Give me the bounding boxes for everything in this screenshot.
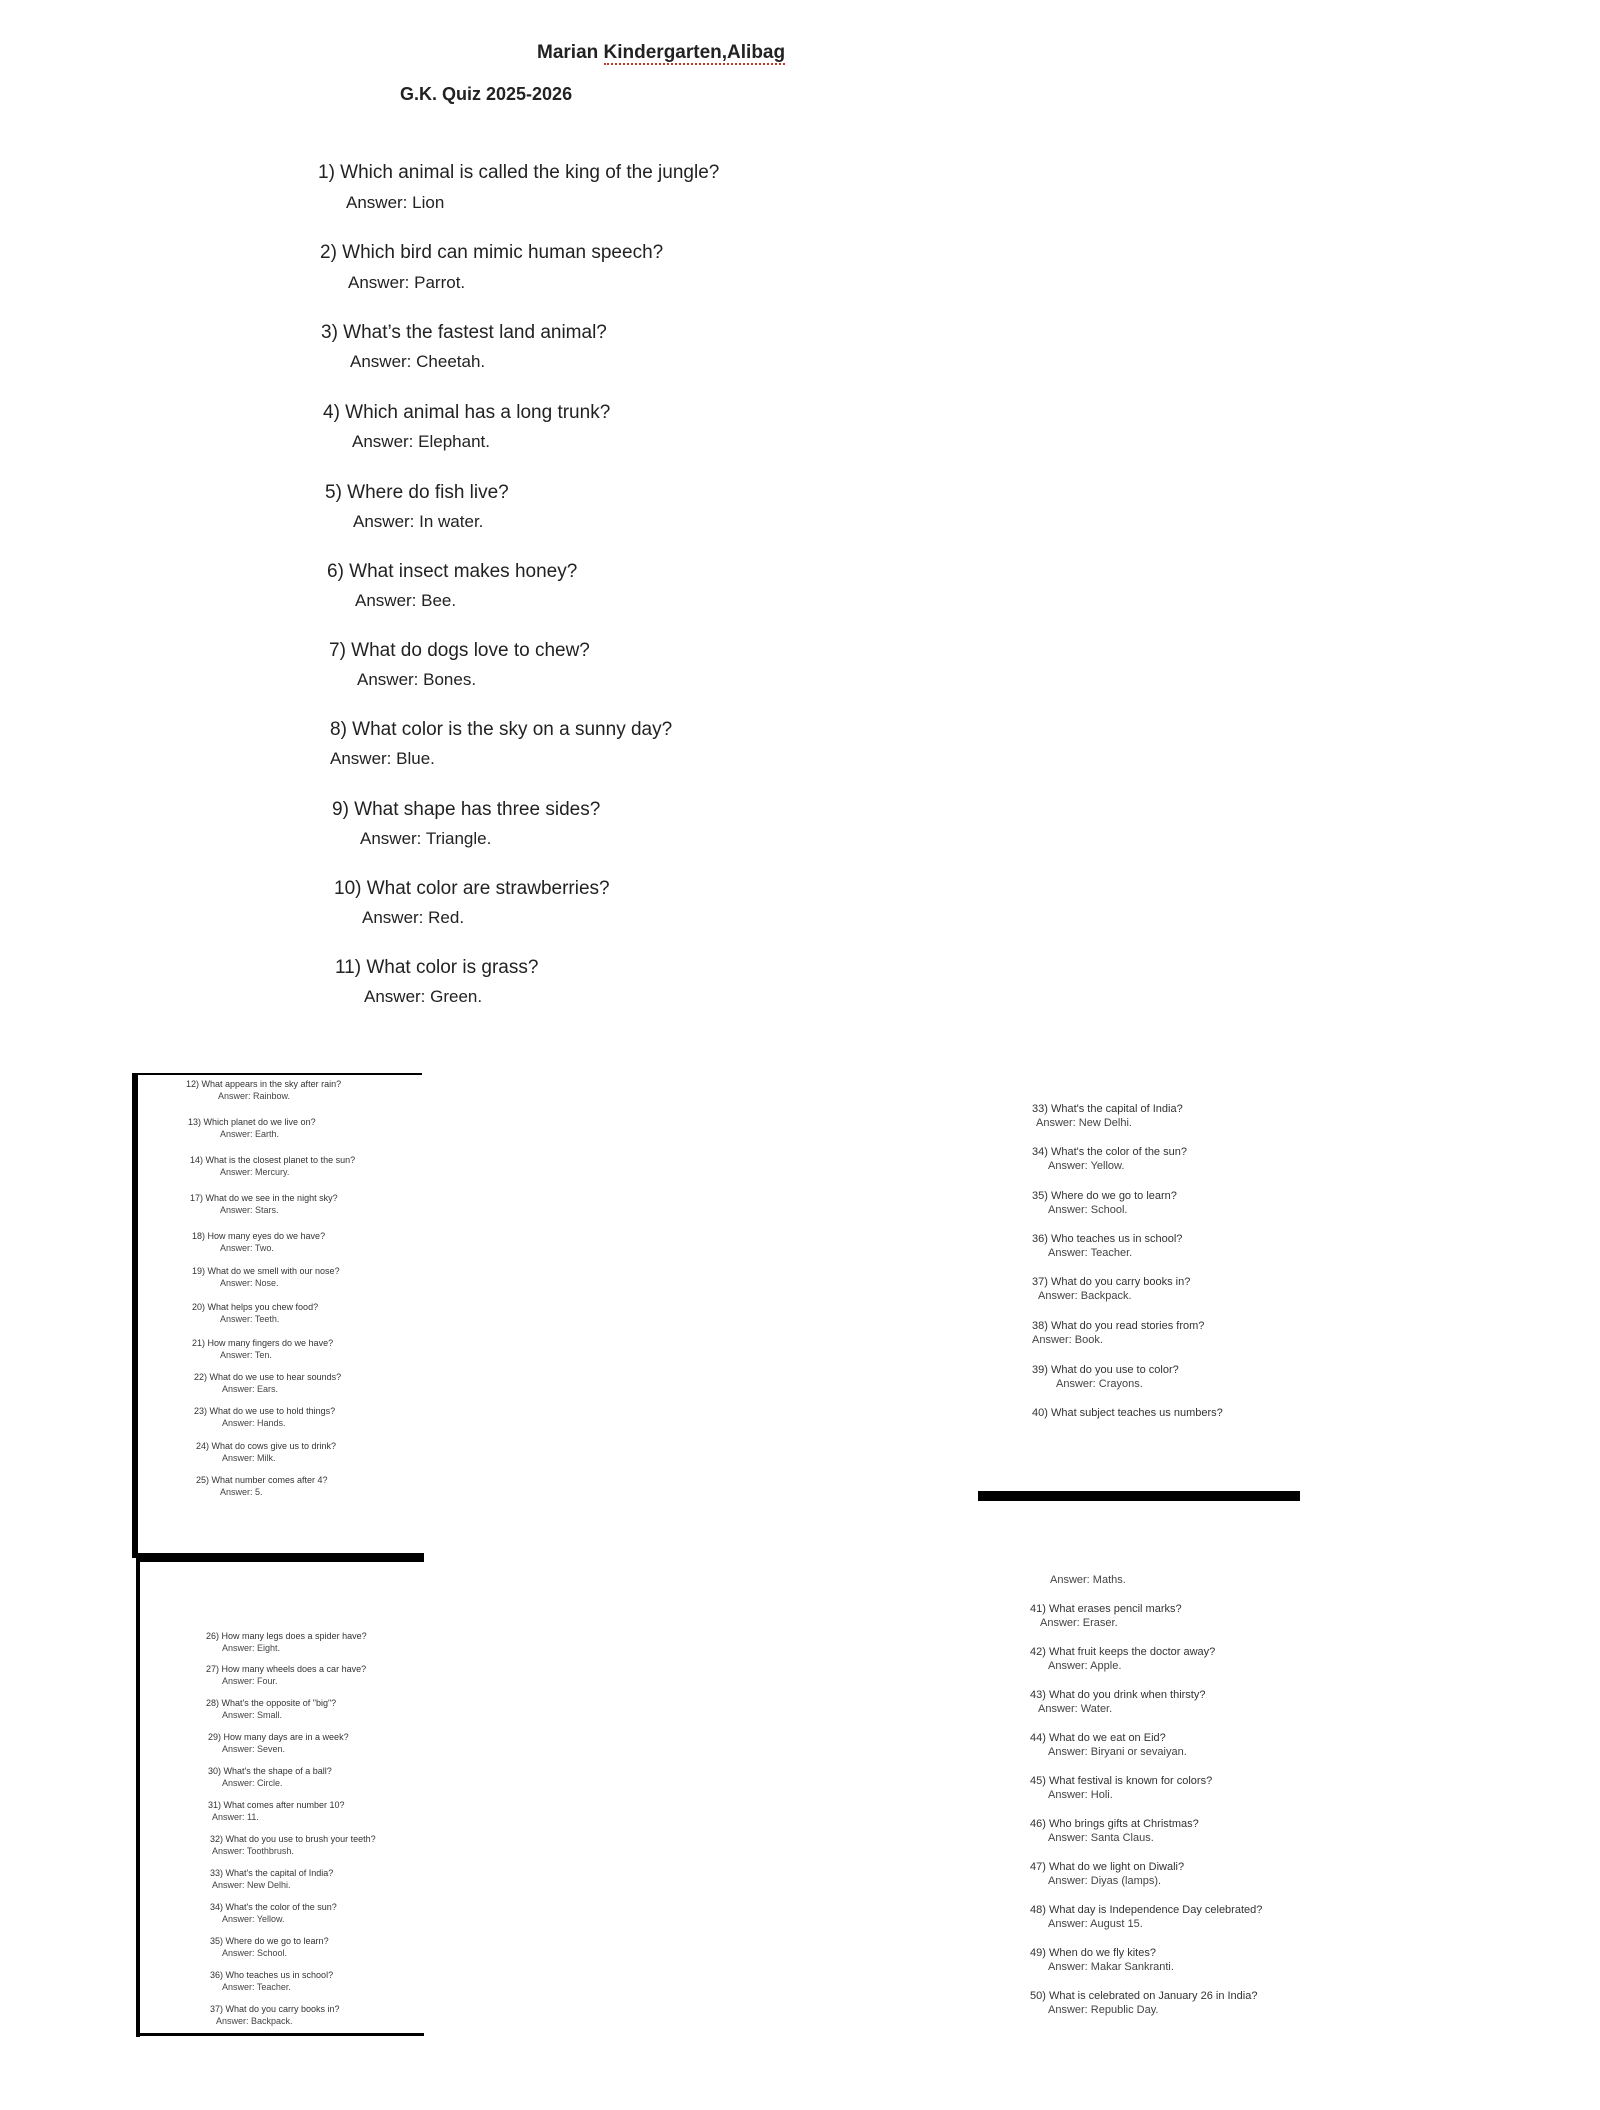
answer-10: Answer: Red. bbox=[362, 908, 465, 927]
answer-2: Answer: Parrot. bbox=[348, 273, 466, 292]
question-17: 17) What do we see in the night sky? bbox=[190, 1193, 338, 1203]
answer-20: Answer: Teeth. bbox=[220, 1314, 280, 1324]
question-14: 14) What is the closest planet to the sun? bbox=[190, 1155, 356, 1165]
question-31: 31) What comes after number 10? bbox=[208, 1800, 345, 1810]
answer-23: Answer: Hands. bbox=[222, 1418, 286, 1428]
question-26: 26) How many legs does a spider have? bbox=[206, 1631, 367, 1641]
answer-46: Answer: Santa Claus. bbox=[1048, 1832, 1154, 1844]
question-4: 4) Which animal has a long trunk? bbox=[323, 402, 611, 423]
question-41: 41) What erases pencil marks? bbox=[1030, 1603, 1182, 1615]
question-43: 43) What do you drink when thirsty? bbox=[1030, 1689, 1206, 1701]
question-35-left: 35) Where do we go to learn? bbox=[210, 1936, 329, 1946]
answer-34-left: Answer: Yellow. bbox=[222, 1914, 285, 1924]
answer-33: Answer: New Delhi. bbox=[1036, 1117, 1132, 1129]
question-10: 10) What color are strawberries? bbox=[334, 878, 610, 899]
answer-19: Answer: Nose. bbox=[220, 1278, 279, 1288]
answer-34: Answer: Yellow. bbox=[1048, 1160, 1125, 1172]
question-7: 7) What do dogs love to chew? bbox=[329, 640, 590, 661]
question-40: 40) What subject teaches us numbers? bbox=[1032, 1407, 1223, 1419]
question-1: 1) Which animal is called the king of the jungle? bbox=[318, 162, 720, 183]
page-border-bottom bbox=[136, 2033, 424, 2036]
answer-44: Answer: Biryani or sevaiyan. bbox=[1048, 1746, 1187, 1758]
question-46: 46) Who brings gifts at Christmas? bbox=[1030, 1818, 1199, 1830]
answer-42: Answer: Apple. bbox=[1048, 1660, 1122, 1672]
answer-18: Answer: Two. bbox=[220, 1243, 274, 1253]
question-21: 21) How many fingers do we have? bbox=[192, 1338, 334, 1348]
question-23: 23) What do we use to hold things? bbox=[194, 1406, 336, 1416]
answer-49: Answer: Makar Sankranti. bbox=[1048, 1961, 1174, 1973]
question-11: 11) What color is grass? bbox=[335, 957, 539, 978]
question-47: 47) What do we light on Diwali? bbox=[1030, 1861, 1185, 1873]
answer-40: Answer: Maths. bbox=[1050, 1574, 1126, 1586]
question-19: 19) What do we smell with our nose? bbox=[192, 1266, 340, 1276]
answer-37: Answer: Backpack. bbox=[1038, 1290, 1132, 1302]
answer-27: Answer: Four. bbox=[222, 1676, 278, 1686]
question-27: 27) How many wheels does a car have? bbox=[206, 1664, 367, 1674]
question-2: 2) Which bird can mimic human speech? bbox=[320, 242, 664, 263]
question-33-left: 33) What's the capital of India? bbox=[210, 1868, 334, 1878]
page-border-left bbox=[132, 1073, 138, 1558]
answer-25: Answer: 5. bbox=[220, 1487, 263, 1497]
answer-8: Answer: Blue. bbox=[330, 749, 435, 768]
question-45: 45) What festival is known for colors? bbox=[1030, 1775, 1213, 1787]
question-37: 37) What do you carry books in? bbox=[1032, 1276, 1191, 1288]
question-24: 24) What do cows give us to drink? bbox=[196, 1441, 337, 1451]
answer-7: Answer: Bones. bbox=[357, 670, 477, 689]
answer-21: Answer: Ten. bbox=[220, 1350, 272, 1360]
question-3: 3) What’s the fastest land animal? bbox=[321, 322, 607, 343]
school-name-part2: Kindergarten,Alibag bbox=[603, 42, 786, 63]
answer-24: Answer: Milk. bbox=[222, 1453, 276, 1463]
answer-4: Answer: Elephant. bbox=[352, 432, 490, 451]
question-20: 20) What helps you chew food? bbox=[192, 1302, 319, 1312]
answer-35: Answer: School. bbox=[1048, 1204, 1128, 1216]
question-9: 9) What shape has three sides? bbox=[332, 799, 601, 820]
question-49: 49) When do we fly kites? bbox=[1030, 1947, 1156, 1959]
page-border-top bbox=[132, 1073, 422, 1075]
question-25: 25) What number comes after 4? bbox=[196, 1475, 328, 1485]
question-38: 38) What do you read stories from? bbox=[1032, 1320, 1205, 1332]
question-30: 30) What's the shape of a ball? bbox=[208, 1766, 332, 1776]
answer-12: Answer: Rainbow. bbox=[218, 1091, 291, 1101]
question-32: 32) What do you use to brush your teeth? bbox=[210, 1834, 376, 1844]
question-34-left: 34) What's the color of the sun? bbox=[210, 1902, 337, 1912]
answer-26: Answer: Eight. bbox=[222, 1643, 281, 1653]
quiz-title: G.K. Quiz 2025-2026 bbox=[400, 84, 573, 104]
question-35: 35) Where do we go to learn? bbox=[1032, 1190, 1177, 1202]
question-34: 34) What's the color of the sun? bbox=[1032, 1146, 1187, 1158]
answer-36-left: Answer: Teacher. bbox=[222, 1982, 291, 1992]
answer-45: Answer: Holi. bbox=[1048, 1789, 1113, 1801]
question-37-left: 37) What do you carry books in? bbox=[210, 2004, 340, 2014]
page-separator-bar bbox=[978, 1491, 1300, 1501]
answer-13: Answer: Earth. bbox=[220, 1129, 280, 1139]
answer-35-left: Answer: School. bbox=[222, 1948, 288, 1958]
answer-30: Answer: Circle. bbox=[222, 1778, 283, 1788]
question-50: 50) What is celebrated on January 26 in India? bbox=[1030, 1990, 1258, 2002]
answer-36: Answer: Teacher. bbox=[1048, 1247, 1133, 1259]
question-13: 13) Which planet do we live on? bbox=[188, 1117, 316, 1127]
answer-31: Answer: 11. bbox=[212, 1812, 259, 1822]
answer-41: Answer: Eraser. bbox=[1040, 1617, 1118, 1629]
answer-5: Answer: In water. bbox=[353, 512, 484, 531]
question-12: 12) What appears in the sky after rain? bbox=[186, 1079, 342, 1089]
answer-3: Answer: Cheetah. bbox=[350, 352, 486, 371]
question-29: 29) How many days are in a week? bbox=[208, 1732, 349, 1742]
answer-43: Answer: Water. bbox=[1038, 1703, 1113, 1715]
question-36: 36) Who teaches us in school? bbox=[1032, 1233, 1183, 1245]
question-39: 39) What do you use to color? bbox=[1032, 1364, 1179, 1376]
question-36-left: 36) Who teaches us in school? bbox=[210, 1970, 334, 1980]
answer-9: Answer: Triangle. bbox=[360, 829, 492, 848]
answer-14: Answer: Mercury. bbox=[220, 1167, 290, 1177]
question-6: 6) What insect makes honey? bbox=[327, 561, 578, 582]
question-44: 44) What do we eat on Eid? bbox=[1030, 1732, 1166, 1744]
question-28: 28) What's the opposite of "big"? bbox=[206, 1698, 337, 1708]
question-22: 22) What do we use to hear sounds? bbox=[194, 1372, 342, 1382]
question-18: 18) How many eyes do we have? bbox=[192, 1231, 326, 1241]
answer-39: Answer: Crayons. bbox=[1056, 1378, 1143, 1390]
answer-11: Answer: Green. bbox=[364, 987, 483, 1006]
answer-47: Answer: Diyas (lamps). bbox=[1048, 1875, 1162, 1887]
answer-32: Answer: Toothbrush. bbox=[212, 1846, 294, 1856]
answer-1: Answer: Lion bbox=[346, 193, 445, 212]
answer-29: Answer: Seven. bbox=[222, 1744, 286, 1754]
question-33: 33) What's the capital of India? bbox=[1032, 1103, 1183, 1115]
question-48: 48) What day is Independence Day celebrated? bbox=[1030, 1904, 1263, 1916]
question-42: 42) What fruit keeps the doctor away? bbox=[1030, 1646, 1216, 1658]
answer-48: Answer: August 15. bbox=[1048, 1918, 1143, 1930]
answer-37-left: Answer: Backpack. bbox=[216, 2016, 293, 2026]
page-separator-bar bbox=[136, 1553, 424, 1562]
answer-6: Answer: Bee. bbox=[355, 591, 457, 610]
school-name bbox=[537, 42, 785, 64]
page-border-left bbox=[136, 1562, 140, 2037]
question-8: 8) What color is the sky on a sunny day? bbox=[330, 719, 673, 740]
answer-17: Answer: Stars. bbox=[220, 1205, 279, 1215]
answer-33-left: Answer: New Delhi. bbox=[212, 1880, 291, 1890]
answer-38: Answer: Book. bbox=[1032, 1334, 1103, 1346]
answer-22: Answer: Ears. bbox=[222, 1384, 279, 1394]
answer-28: Answer: Small. bbox=[222, 1710, 283, 1720]
answer-50: Answer: Republic Day. bbox=[1048, 2004, 1159, 2016]
question-5: 5) Where do fish live? bbox=[325, 482, 509, 503]
school-name-part1: Marian bbox=[537, 42, 604, 63]
